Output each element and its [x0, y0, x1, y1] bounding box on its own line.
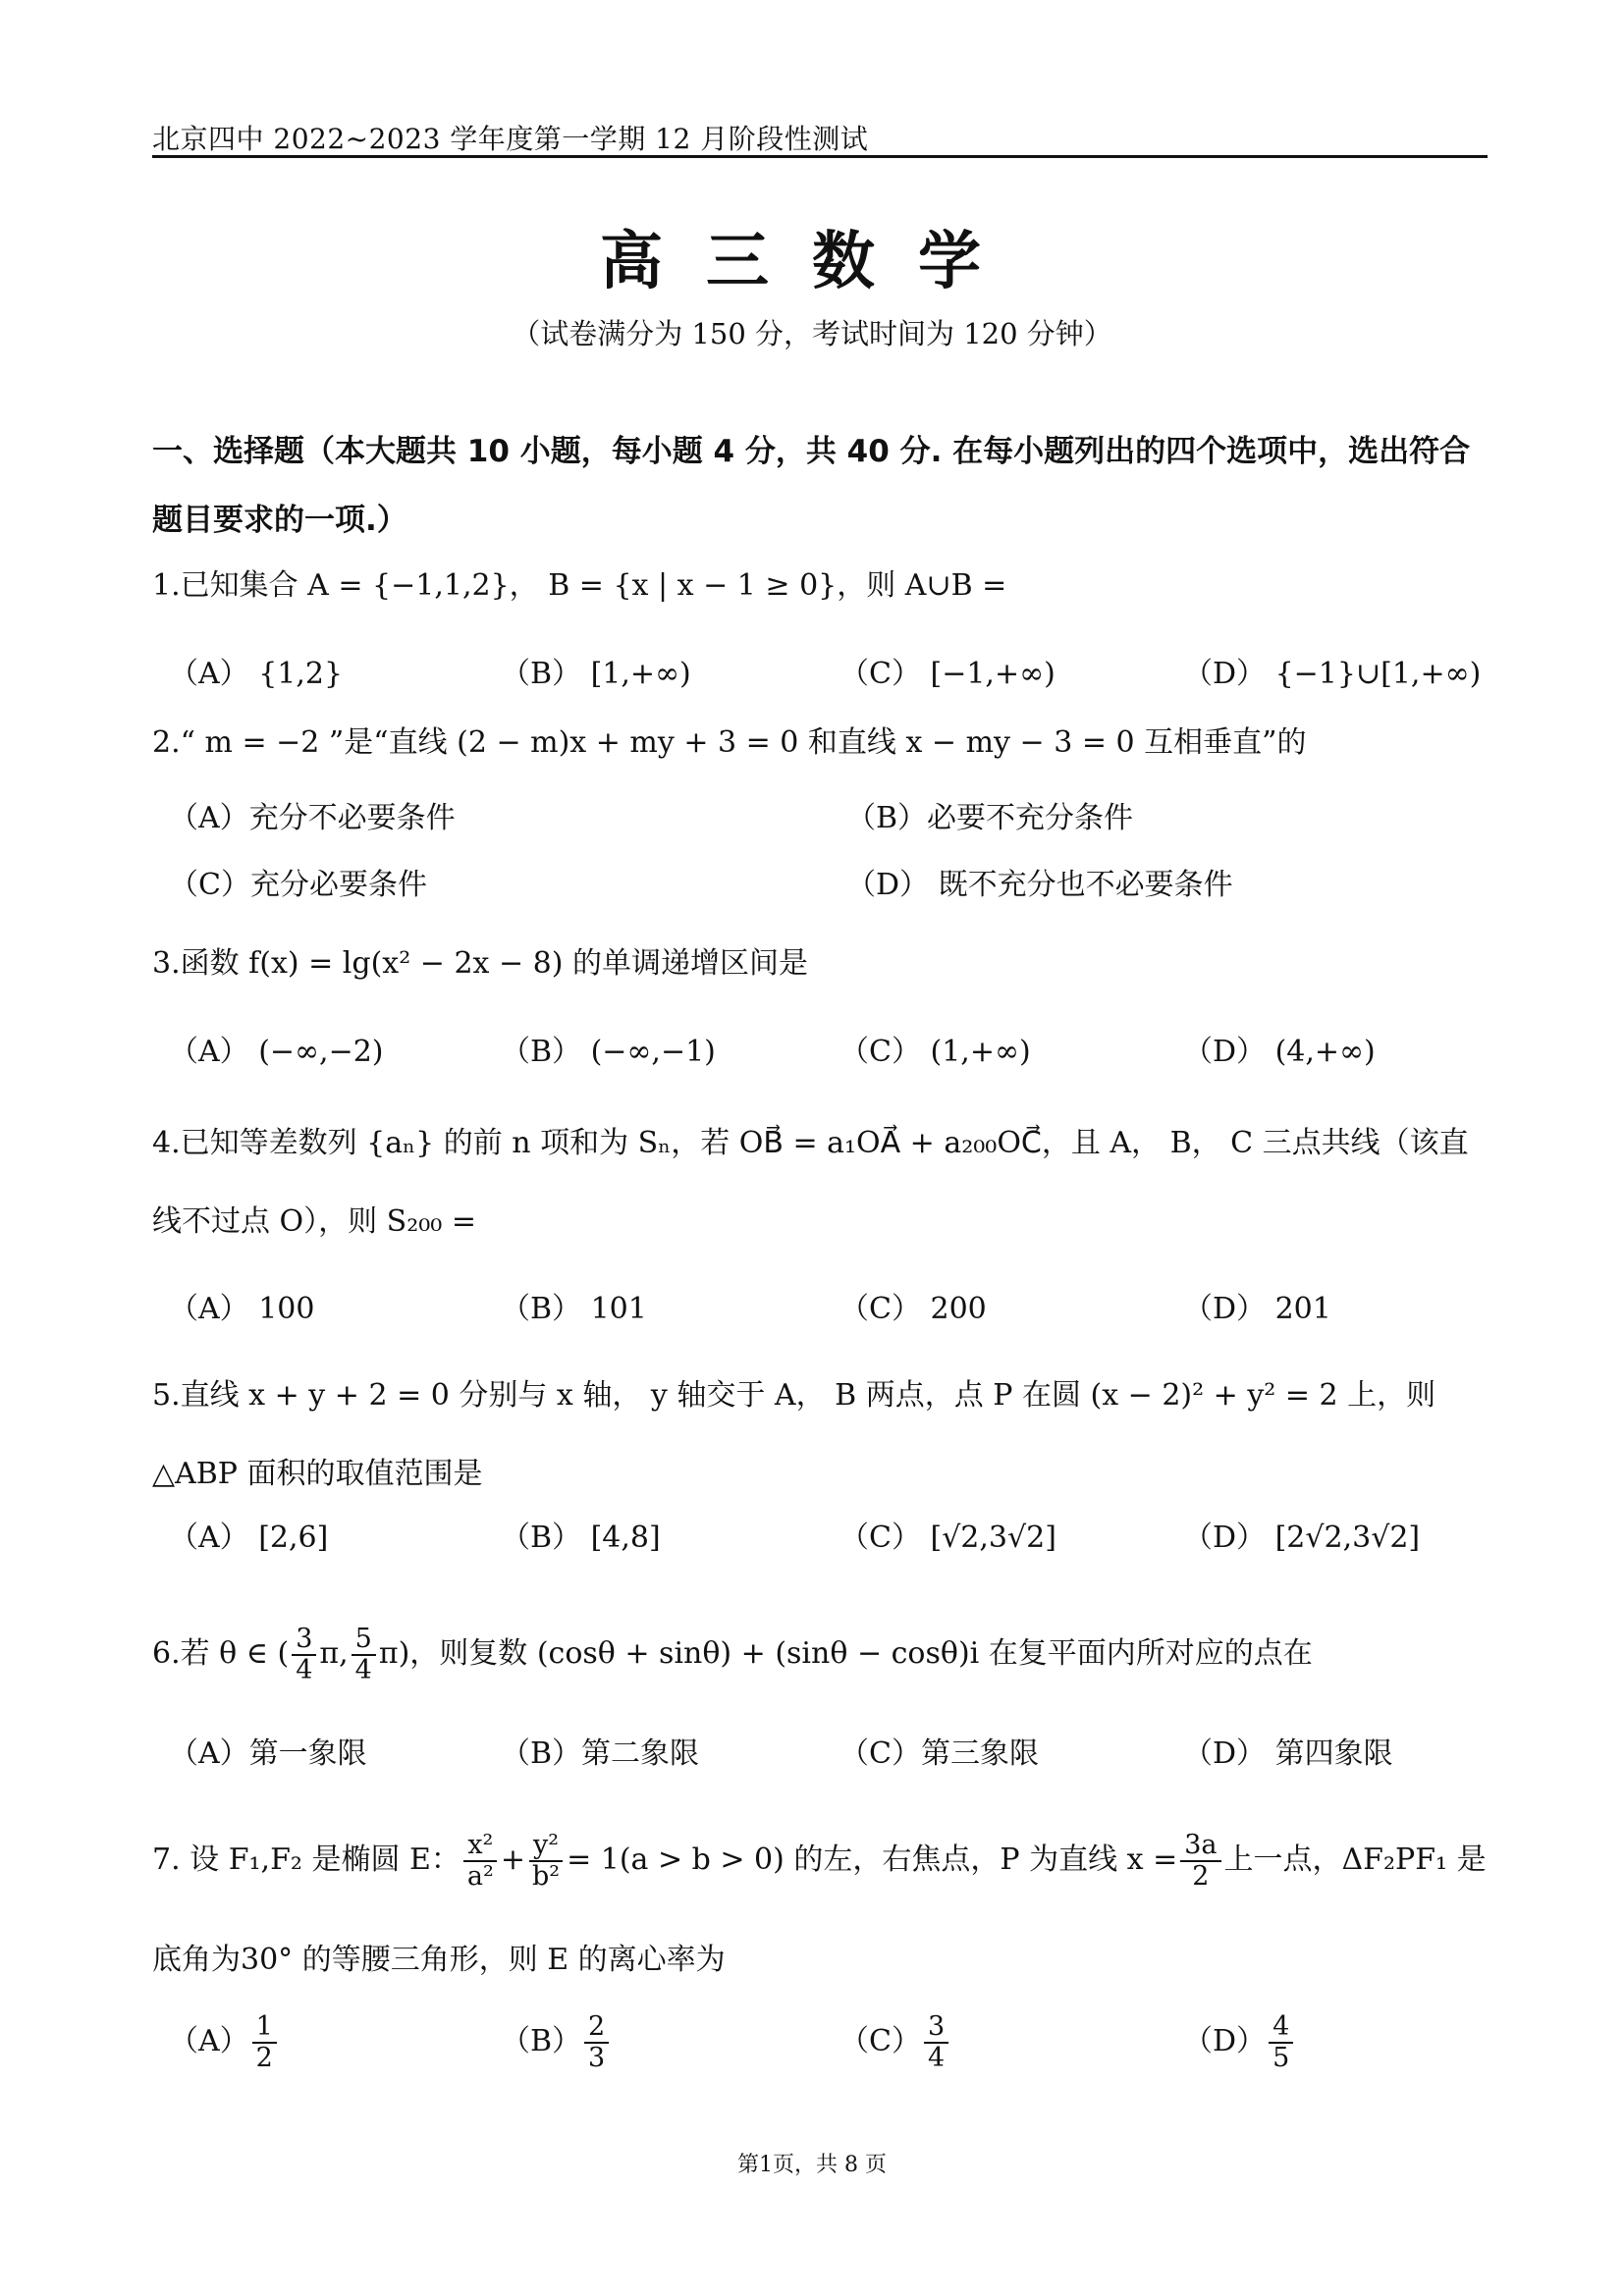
question-6-option-a: （A）第一象限: [169, 1736, 367, 1771]
question-5-stem: 5.直线 x + y + 2 = 0 分别与 x 轴， y 轴交于 A， B 两点，点 P 在圆 (x − 2)² + y² = 2 上，则△ABP 面积的取值范围是: [152, 1378, 1436, 1491]
option-c-fraction: $\frac{3}{4}$: [924, 2012, 948, 2073]
question-6-stem-suffix: π)，则复数 (cosθ + sinθ) + (sinθ − cosθ)i 在复平面内所对应的点在: [378, 1636, 1313, 1671]
page-title: 高三数学: [600, 226, 1024, 298]
question-2-stem: 2.“ m = −2 ”是“直线 (2 − m)x + my + 3 = 0 和直线 x − my − 3 = 0 互相垂直”的: [152, 725, 1307, 760]
question-2-option-c: （C）充分必要条件: [169, 868, 427, 902]
question-7-option-c: （C） $\frac{3}{4}$: [839, 2002, 951, 2081]
ellipse-x-term: $\frac{\text{x²}}{\text{a²}}$: [463, 1831, 498, 1892]
question-3-stem: 3.函数 f(x) = lg(x² − 2x − 8) 的单调递增区间是: [152, 946, 808, 981]
question-7-stem-middle: = 1(a > b > 0) 的左，右焦点，P 为直线 x =: [567, 1842, 1178, 1877]
question-7-stem-line2: 底角为30° 的等腰三角形，则 E 的离心率为: [152, 1943, 726, 1977]
question-1-option-c: （C） [−1,+∞): [839, 657, 1056, 691]
option-b-fraction: $\frac{2}{3}$: [584, 2012, 609, 2073]
question-4-option-c: （C） 200: [839, 1292, 987, 1326]
exam-info: （试卷满分为 150 分，考试时间为 120 分钟）: [512, 317, 1112, 350]
ellipse-y-term: $\frac{\text{y²}}{\text{b²}}$: [528, 1831, 564, 1892]
question-3-option-c: （C） (1,+∞): [839, 1035, 1031, 1069]
question-7-option-a: （A） $\frac{1}{2}$: [169, 2002, 280, 2081]
question-6-option-d: （D） 第四象限: [1183, 1736, 1393, 1771]
question-1-option-a: （A） {1,2}: [169, 657, 344, 691]
question-4-option-b: （B） 101: [501, 1292, 647, 1326]
question-6-option-b: （B）第二象限: [501, 1736, 700, 1771]
question-7-stem-end: 上一点，ΔF₂PF₁ 是: [1223, 1842, 1487, 1877]
question-5-option-d: （D） [2√2,3√2]: [1183, 1521, 1421, 1555]
question-2-option-d: （D） 既不充分也不必要条件: [846, 868, 1233, 902]
question-2-option-a: （A）充分不必要条件: [169, 801, 456, 835]
question-6-option-c: （C）第三象限: [839, 1736, 1039, 1771]
question-5-option-b: （B） [4,8]: [501, 1521, 661, 1555]
question-4-stem: 4.已知等差数列 {aₙ} 的前 n 项和为 Sₙ，若 OB⃗ = a₁OA⃗ + a₂₀₀OC⃗，且 A， B， C 三点共线（该直线不过点 O），则 S₂₀₀ =: [152, 1126, 1469, 1239]
line-x-value: $\frac{3a}{2}$: [1180, 1831, 1220, 1892]
question-1-stem: 1.已知集合 A = {−1,1,2}， B = {x | x − 1 ≥ 0}，则 A∪B =: [152, 568, 1007, 603]
question-5-option-a: （A） [2,6]: [169, 1521, 329, 1555]
question-3-option-d: （D） (4,+∞): [1183, 1035, 1376, 1069]
question-1-option-b: （B） [1,+∞): [501, 657, 691, 691]
fraction-five-quarters: $\frac{5}{4}$: [352, 1625, 376, 1685]
fraction-three-quarters: $\frac{3}{4}$: [292, 1625, 316, 1685]
section-heading: 一、选择题（本大题共 10 小题，每小题 4 分，共 40 分. 在每小题列出的四个选项中，选出符合题目要求的一项.）: [152, 434, 1471, 538]
header-divider: [152, 155, 1488, 158]
exam-header: 北京四中 2022~2023 学年度第一学期 12 月阶段性测试: [152, 123, 869, 155]
question-1-option-d: （D） {−1}∪[1,+∞): [1183, 657, 1482, 691]
question-7-stem: 7. 设 F₁,F₂ 是椭圆 E： $\frac{\text{x²}}{\text{a²}}$ + $\frac{\text{y²}}{\text{b²}}$ = 1(a > b > 0) 的左，右焦点，P 为直线 x = $\frac{3a}{2}$ 上一点，ΔF₂PF₁ 是: [152, 1830, 1487, 1892]
question-2-option-b: （B）必要不充分条件: [846, 801, 1134, 835]
question-7-option-b: （B） $\frac{2}{3}$: [501, 2002, 612, 2081]
question-6-stem-prefix: 6.若 θ ∈ (: [152, 1636, 290, 1671]
question-4-option-a: （A） 100: [169, 1292, 315, 1326]
question-3-option-b: （B） (−∞,−1): [501, 1035, 716, 1069]
question-7-stem-prefix: 7. 设 F₁,F₂ 是椭圆 E：: [152, 1842, 460, 1877]
question-6-stem: 6.若 θ ∈ ( $\frac{3}{4}$ π, $\frac{5}{4}$ π)，则复数 (cosθ + sinθ) + (sinθ − cosθ)i 在复平面内所对应的点在: [152, 1624, 1313, 1685]
question-7-option-d: （D） $\frac{4}{5}$: [1183, 2002, 1296, 2081]
question-4-option-d: （D） 201: [1183, 1292, 1331, 1326]
option-d-fraction: $\frac{4}{5}$: [1269, 2012, 1293, 2073]
option-a-fraction: $\frac{1}{2}$: [252, 2012, 277, 2073]
page-footer: 第1页，共 8 页: [737, 2153, 887, 2177]
question-5-option-c: （C） [√2,3√2]: [839, 1521, 1056, 1555]
question-3-option-a: （A） (−∞,−2): [169, 1035, 384, 1069]
